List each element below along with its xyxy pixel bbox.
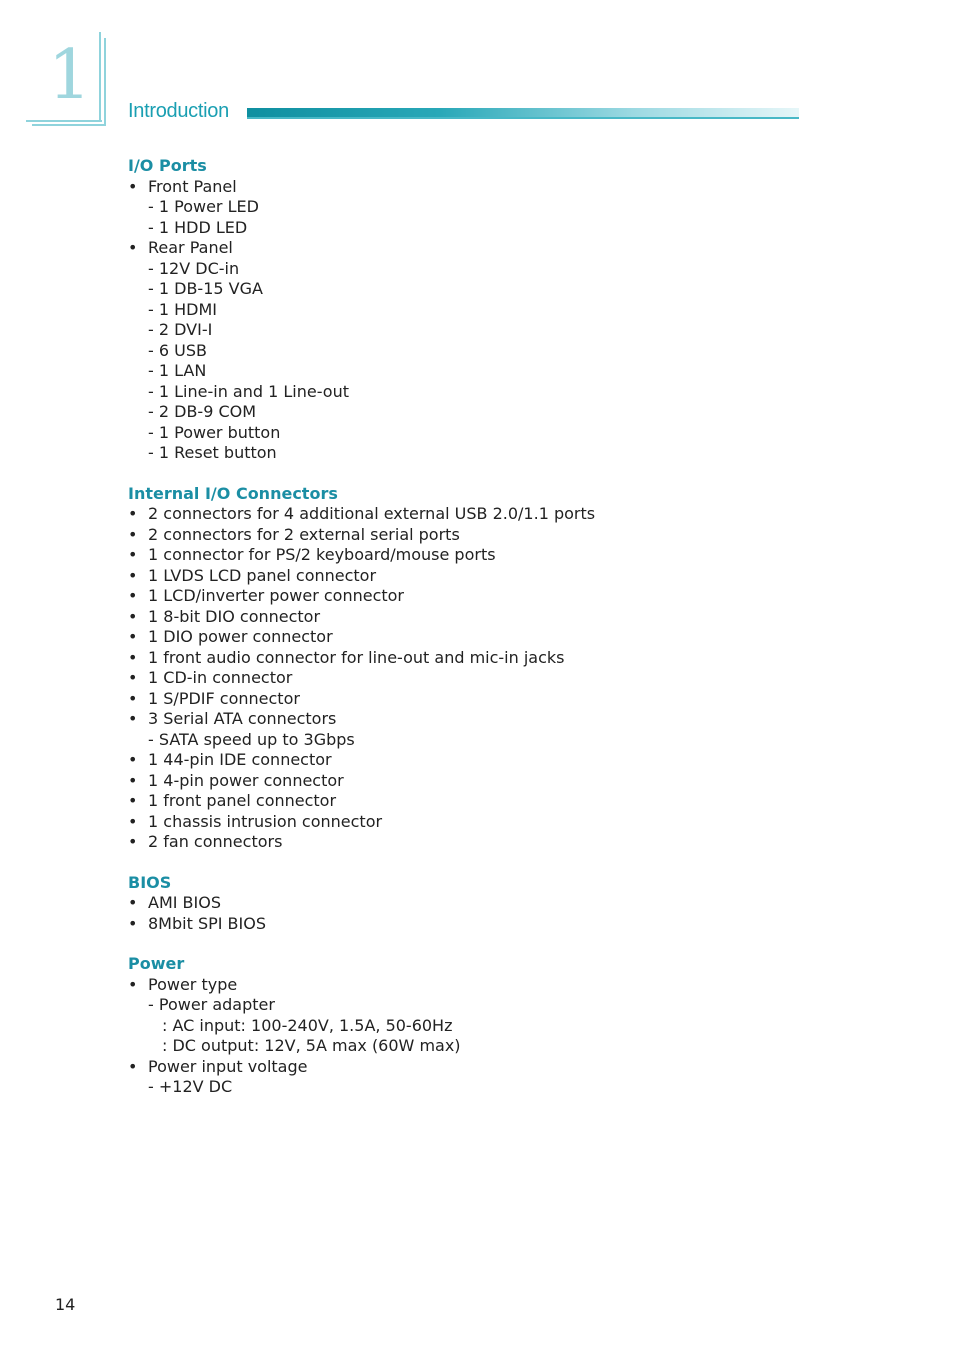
item-text: 1 LCD/inverter power connector (148, 586, 405, 605)
bullet-icon: • (128, 524, 138, 544)
bullet-icon: • (128, 688, 138, 708)
item-text: 1 CD-in connector (148, 668, 293, 687)
item-text: - 1 Power button (148, 422, 281, 442)
item-text: Rear Panel (148, 238, 233, 257)
sub-item (128, 402, 828, 423)
item-text: 2 connectors for 2 external serial ports (148, 524, 460, 544)
bullet-item (128, 586, 828, 607)
sub-item (128, 341, 828, 362)
item-text: 1 front audio connector for line-out and mic-in jacks (148, 647, 565, 667)
bullet-icon: • (128, 565, 138, 585)
bullet-icon: • (128, 504, 138, 523)
spec-section (128, 156, 828, 464)
item-text: 1 connector for PS/2 keyboard/mouse ports (148, 545, 496, 564)
chapter-box-line (104, 38, 106, 126)
bullet-icon: • (128, 668, 138, 687)
bullet-icon: • (128, 647, 138, 667)
bullet-item (128, 238, 828, 259)
bullet-icon: • (128, 770, 138, 790)
spec-section (128, 873, 828, 935)
sub-item (128, 995, 828, 1016)
item-text: 1 44-pin IDE connector (148, 750, 332, 769)
item-text: : DC output: 12V, 5A max (60W max) (162, 1036, 461, 1055)
section-heading: Internal I/O Connectors (128, 483, 338, 503)
item-text: 1 DIO power connector (148, 627, 333, 646)
bullet-icon: • (128, 1056, 138, 1076)
title-decoration-line (247, 117, 799, 119)
sub-item (128, 197, 828, 218)
sub-item (128, 320, 828, 341)
bullet-icon: • (128, 791, 138, 810)
sub-item (128, 279, 828, 300)
item-text: 1 8-bit DIO connector (148, 606, 321, 626)
bullet-icon: • (128, 238, 138, 257)
section-heading: Power (128, 954, 185, 973)
item-text: - 1 LAN (148, 361, 207, 380)
bullet-icon: • (128, 811, 138, 831)
sub-item (128, 730, 828, 751)
bullet-item (128, 566, 828, 587)
sub-item (128, 1077, 828, 1098)
item-text: - 6 USB (148, 340, 207, 360)
item-text: - 12V DC-in (148, 258, 240, 278)
item-text: : AC input: 100-240V, 1.5A, 50-60Hz (162, 1015, 453, 1035)
item-text: 1 front panel connector (148, 791, 337, 810)
bullet-item (128, 771, 828, 792)
item-text: - 2 DVI-I (148, 320, 213, 339)
sub-item (128, 443, 828, 464)
sub-item (128, 300, 828, 321)
bullet-item (128, 750, 828, 771)
sub-item (128, 1036, 828, 1057)
bullet-item (128, 914, 828, 935)
sub-item (128, 361, 828, 382)
item-text: 2 fan connectors (148, 832, 283, 851)
item-text: Power type (148, 974, 238, 994)
chapter-box-line (99, 32, 101, 122)
bullet-item (128, 668, 828, 689)
sub-item (128, 382, 828, 403)
bullet-item (128, 545, 828, 566)
spec-section (128, 484, 828, 853)
item-text: 1 chassis intrusion connector (148, 811, 383, 831)
spec-section (128, 954, 828, 1098)
item-text: - 1 Reset button (148, 443, 277, 462)
bullet-icon: • (128, 627, 138, 646)
bullet-icon: • (128, 913, 138, 933)
item-text: - 1 HDD LED (148, 217, 248, 237)
sub-item (128, 259, 828, 280)
item-text: Power input voltage (148, 1056, 308, 1076)
page-number: 14 (55, 1295, 76, 1314)
bullet-item (128, 525, 828, 546)
bullet-icon: • (128, 545, 138, 564)
spec-content (128, 156, 828, 1118)
section-heading: BIOS (128, 872, 172, 892)
bullet-item (128, 627, 828, 648)
bullet-item (128, 709, 828, 730)
bullet-icon: • (128, 750, 138, 769)
item-text: AMI BIOS (148, 893, 221, 912)
sub-item (128, 1016, 828, 1037)
bullet-item (128, 504, 828, 525)
bullet-item (128, 1057, 828, 1078)
bullet-item (128, 975, 828, 996)
bullet-icon: • (128, 606, 138, 626)
item-text: - SATA speed up to 3Gbps (148, 729, 355, 749)
bullet-icon: • (128, 176, 138, 196)
item-text: - 1 DB-15 VGA (148, 279, 263, 298)
item-text: 1 S/PDIF connector (148, 688, 300, 708)
chapter-box-line (26, 120, 102, 122)
item-text: - +12V DC (148, 1077, 233, 1096)
bullet-item (128, 812, 828, 833)
bullet-item (128, 689, 828, 710)
item-text: 1 4-pin power connector (148, 770, 344, 790)
sub-item (128, 218, 828, 239)
section-heading: I/O Ports (128, 156, 207, 175)
item-text: 8Mbit SPI BIOS (148, 913, 266, 933)
chapter-number-box (26, 32, 106, 126)
item-text: - Power adapter (148, 995, 275, 1014)
item-text: 3 Serial ATA connectors (148, 709, 337, 728)
bullet-item (128, 832, 828, 853)
item-text: - 1 Line-in and 1 Line-out (148, 381, 349, 401)
bullet-item (128, 607, 828, 628)
bullet-icon: • (128, 709, 138, 728)
item-text: Front Panel (148, 176, 237, 196)
item-text: - 1 HDMI (148, 299, 217, 319)
item-text: - 1 Power LED (148, 197, 259, 216)
bullet-icon: • (128, 832, 138, 851)
bullet-icon: • (128, 974, 138, 994)
item-text: 2 connectors for 4 additional external USB 2.0/1.1 ports (148, 504, 596, 523)
bullet-icon: • (128, 893, 138, 912)
bullet-item (128, 791, 828, 812)
chapter-box-line (32, 124, 106, 126)
bullet-icon: • (128, 586, 138, 605)
item-text: - 2 DB-9 COM (148, 402, 257, 421)
item-text: 1 LVDS LCD panel connector (148, 565, 377, 585)
bullet-item (128, 177, 828, 198)
bullet-item (128, 893, 828, 914)
chapter-number: 1 (48, 36, 92, 115)
bullet-item (128, 648, 828, 669)
chapter-title: Introduction (128, 100, 229, 122)
title-decoration-bar (247, 108, 799, 117)
sub-item (128, 423, 828, 444)
